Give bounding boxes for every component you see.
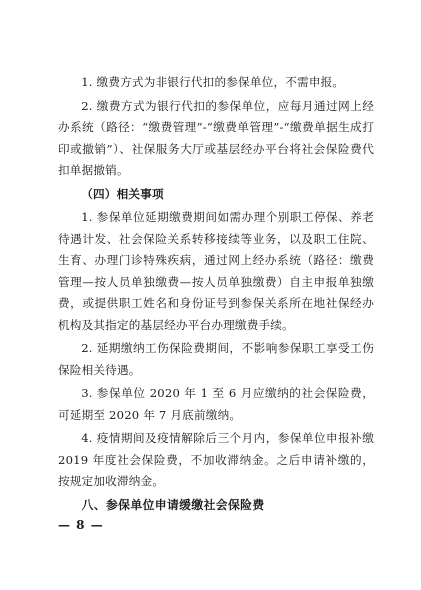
related-item-2: 2. 延期缴纳工伤保险费期间，不影响参保职工享受工伤保险相关待遇。 [58, 341, 374, 377]
related-item-4: 4. 疫情期间及疫情解除后三个月内，参保单位申报补缴 2019 年度社会保险费，不加收滞纳金。之后申请补缴的，按规定加收滞纳金。 [58, 431, 374, 488]
subheading-related-matters: （四）相关事项 [81, 186, 164, 201]
page-body [58, 72, 374, 516]
page-number: — 8 — [58, 518, 104, 532]
related-item-1: 1. 参保单位延期缴费期间如需办理个别职工停保、养老待遇计发、社会保险关系转移接续等业务，以及职工住院、生育、办理门诊特殊疾病，通过网上经办系统（路径：缴费管理—按人员单独缴费—按人员单独缴费）自主申报单独缴费，或提供职工姓名和身份证号到参保关系所在地社保经办机构及其指定的基层经办平台办理缴费手续。 [58, 210, 374, 332]
paragraph-1: 1. 缴费方式为非银行代扣的参保单位，不需申报。 [81, 75, 345, 89]
related-item-3: 3. 参保单位 2020 年 1 至 6 月应缴纳的社会保险费，可延期至 2020 年 7 月底前缴纳。 [58, 386, 374, 422]
section-heading-8: 八、参保单位申请缓缴社会保险费 [81, 497, 265, 512]
paragraph-2: 2. 缴费方式为银行代扣的参保单位，应每月通过网上经办系统（路径：“缴费管理”-“缴费单管理”-“缴费单据生成打印或撤销”）、社保服务大厅或基层经办平台将社会保险费代扣单据撤销。 [58, 98, 374, 177]
